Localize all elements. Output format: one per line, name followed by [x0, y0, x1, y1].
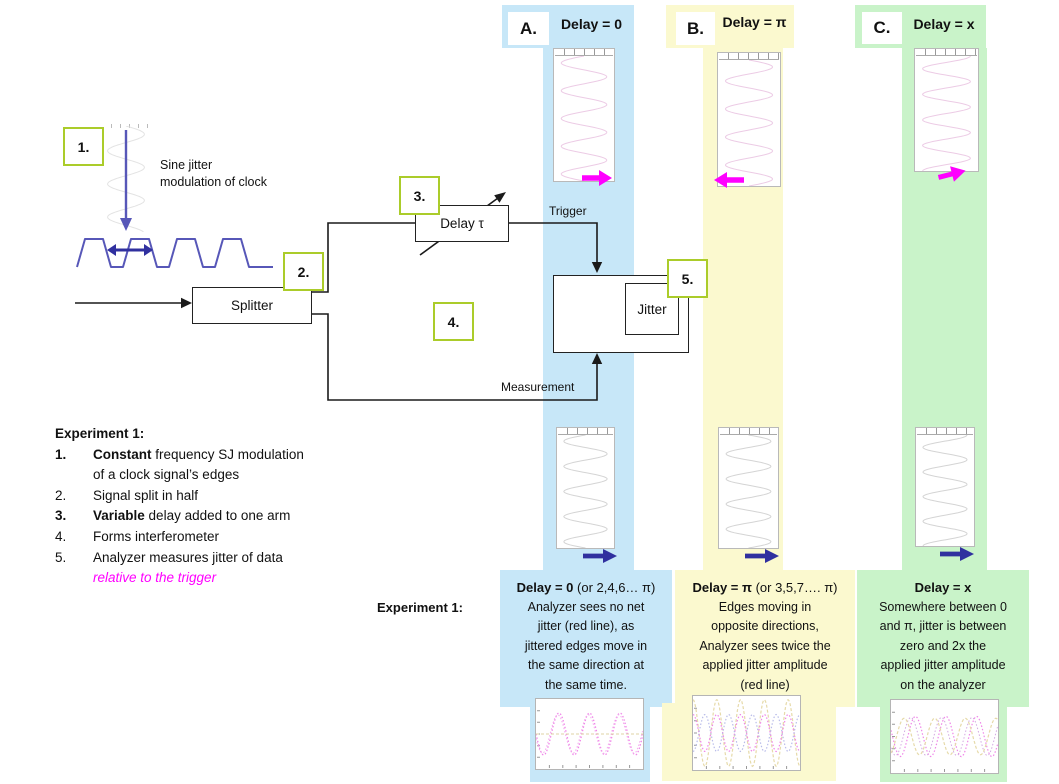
- column-c-summary-title: Delay = x: [914, 580, 972, 595]
- list-item: 2. Signal split in half: [55, 487, 199, 503]
- input-arrowhead: [181, 298, 192, 308]
- mini-ruler: [555, 49, 613, 56]
- vertical-sine-wave: [557, 435, 614, 548]
- vertical-sine-wave: [554, 56, 614, 181]
- list-item: 4. Forms interferometer: [55, 528, 220, 544]
- vertical-sine-wave: [916, 435, 974, 546]
- summary-line: jittered edges move in: [524, 638, 648, 653]
- column-b-summary-title: Delay = π (or 3,5,7…. π): [692, 580, 838, 595]
- vertical-sine-wave: [718, 60, 780, 186]
- jitter-injection-down-arrow-icon: [117, 128, 135, 232]
- navy-right-arrow-icon: [745, 549, 779, 563]
- summary-line: on the analyzer: [900, 677, 986, 692]
- mini-ruler: [558, 428, 613, 435]
- column-b-top-waveform-panel: [717, 52, 781, 187]
- vertical-sine-wave: [719, 435, 778, 548]
- column-c-summary: [857, 570, 1029, 707]
- trigger-note: relative to the trigger: [93, 570, 217, 586]
- clock-waveform: [75, 234, 275, 272]
- splitter-to-delay-wire: [310, 223, 415, 292]
- column-b-result-plot: [692, 695, 801, 771]
- experiment-1-footer-label: Experiment 1:: [377, 600, 463, 615]
- column-a-top-waveform-panel: [553, 48, 615, 182]
- column-b-mid-waveform-panel: [718, 427, 779, 549]
- column-c-header-label: Delay = x: [913, 16, 975, 32]
- column-c-tag: [862, 12, 902, 44]
- measurement-label: Measurement: [501, 380, 575, 394]
- column-a-summary: [500, 570, 672, 707]
- column-c-tag-label: C.: [873, 18, 891, 37]
- step-5-box: 5.: [667, 259, 708, 298]
- summary-line: the same direction at: [527, 658, 645, 672]
- mini-ruler: [720, 428, 777, 435]
- summary-line: the same time.: [545, 677, 627, 692]
- column-a-mid-waveform-panel: [556, 427, 615, 549]
- list-item: 1. Constant frequency SJ modulation of a clock signal’s edges: [55, 446, 304, 483]
- step-2-box: 2.: [283, 252, 324, 291]
- experiment-list-title: Experiment 1:: [55, 426, 145, 441]
- experiment-list: [55, 424, 390, 589]
- mini-ruler: [917, 428, 973, 435]
- summary-line: opposite directions,: [711, 619, 819, 633]
- column-c-top-waveform-panel: [914, 48, 979, 172]
- summary-line: applied jitter amplitude: [880, 658, 1006, 672]
- list-item: 3. Variable delay added to one arm: [55, 508, 291, 524]
- mini-ruler: [916, 49, 977, 56]
- summary-line: (red line): [740, 677, 790, 692]
- column-c-mid-waveform-panel: [915, 427, 975, 547]
- summary-line: applied jitter amplitude: [702, 658, 828, 672]
- summary-line: Edges moving in: [718, 599, 812, 614]
- column-a-summary-title: Delay = 0 (or 2,4,6… π): [516, 580, 656, 595]
- column-b-summary: [675, 570, 855, 707]
- list-item: 5. Analyzer measures jitter of data relative to the trigger: [55, 548, 390, 589]
- splitter-label: Splitter: [230, 298, 274, 313]
- magenta-right-arrow-icon: [582, 170, 612, 186]
- delay-label: Delay τ: [440, 216, 484, 231]
- variable-delay-arrowhead: [494, 192, 506, 203]
- summary-line: zero and 2x the: [899, 638, 987, 653]
- column-c-result-plot: [890, 699, 999, 774]
- column-a-tag: [508, 12, 549, 45]
- magenta-left-arrow-icon: [714, 172, 744, 188]
- vertical-sine-wave: [915, 56, 978, 171]
- column-b-header-label: Delay = π: [722, 14, 787, 30]
- column-a-result-plot: [535, 698, 644, 770]
- trigger-label: Trigger: [549, 204, 587, 218]
- step-3-box: 3.: [399, 176, 440, 215]
- jitter-double-arrow-icon: [106, 242, 154, 258]
- splitter-box: [192, 287, 312, 324]
- step-1-box: 1.: [63, 127, 104, 166]
- jitter-label: Jitter: [637, 301, 667, 317]
- column-a-tag-label: A.: [520, 18, 537, 38]
- column-b-tag: [676, 12, 715, 45]
- step-4-box: 4.: [433, 302, 474, 341]
- summary-line: Analyzer sees twice the: [699, 638, 831, 653]
- summary-line: and π, jitter is between: [879, 619, 1007, 633]
- column-a-header-label: Delay = 0: [560, 16, 623, 32]
- sine-jitter-label: Sine jitter modulation of clock: [160, 158, 268, 189]
- summary-line: Analyzer sees no net: [527, 599, 645, 614]
- navy-right-arrow-icon: [583, 549, 617, 563]
- mini-ruler: [719, 53, 779, 60]
- navy-right-arrow-icon: [940, 547, 974, 561]
- summary-line: jitter (red line), as: [537, 619, 635, 633]
- column-b-tag-label: B.: [687, 18, 704, 38]
- summary-line: Somewhere between 0: [879, 599, 1007, 614]
